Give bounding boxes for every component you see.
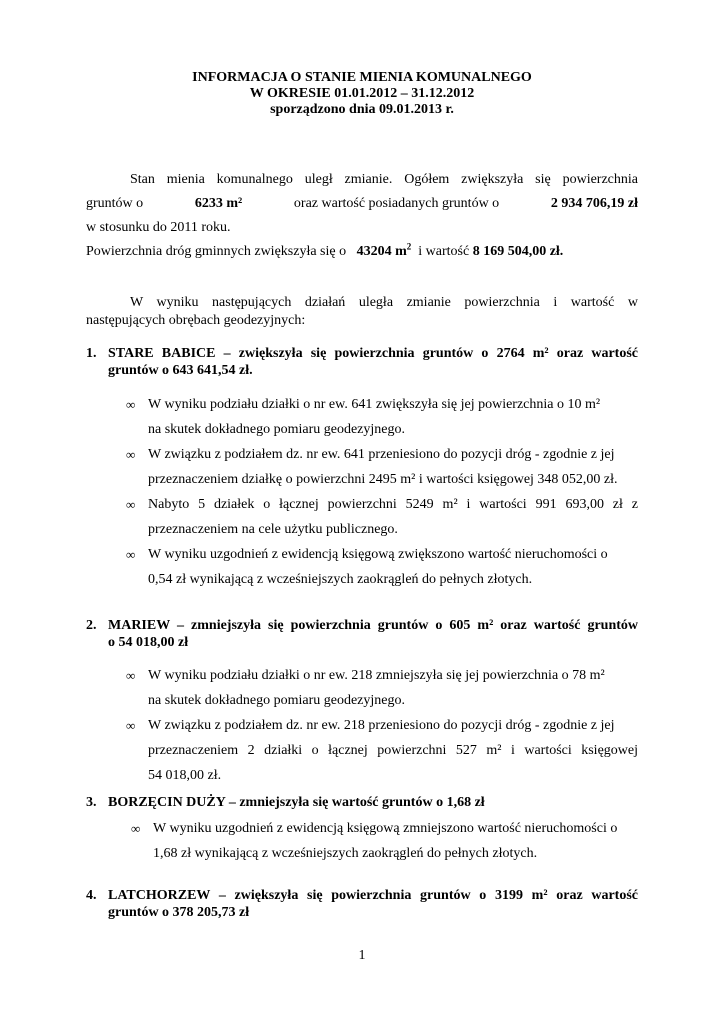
section-heading: MARIEW – zmniejszyła się powierzchnia gruntów o 605 m² oraz wartość gruntów <box>108 618 638 633</box>
doc-title-date: sporządzono dnia 09.01.2013 r. <box>270 102 454 117</box>
section-heading: LATCHORZEW – zwiększyła się powierzchnia gruntów o 3199 m² oraz wartość <box>108 888 638 903</box>
section-number: 2. <box>86 618 97 633</box>
list-item: na skutek dokładnego pomiaru geodezyjnego. <box>148 693 405 708</box>
intro-line-1: Stan mienia komunalnego uległ zmianie. Ogółem zwiększyła się powierzchnia <box>130 172 638 187</box>
intro-text: gruntów o <box>86 196 144 211</box>
infinity-bullet-icon: ∞ <box>126 547 136 562</box>
infinity-bullet-icon: ∞ <box>126 447 136 462</box>
section-heading: gruntów o 643 641,54 zł. <box>108 363 253 378</box>
section-heading: o 54 018,00 zł <box>108 635 189 650</box>
roads-area-value: 43204 m <box>356 244 407 259</box>
list-item: W wyniku podziału działki o nr ew. 641 zwiększyła się jej powierzchnia o 10 m² <box>148 397 601 412</box>
infinity-bullet-icon: ∞ <box>131 821 141 836</box>
list-item: W wyniku podziału działki o nr ew. 218 zmniejszyła się jej powierzchnia o 78 m² <box>148 668 605 683</box>
list-item: W związku z podziałem dz. nr ew. 218 przeniesiono do pozycji dróg - zgodnie z jej <box>148 718 615 733</box>
list-item: W wyniku uzgodnień z ewidencją księgową zwiększono wartość nieruchomości o <box>148 547 608 562</box>
infinity-bullet-icon: ∞ <box>126 397 136 412</box>
list-item: 0,54 zł wynikającą z wcześniejszych zaokrągleń do pełnych złotych. <box>148 572 533 587</box>
section-heading: gruntów o 378 205,73 zł <box>108 905 250 920</box>
section-heading: BORZĘCIN DUŻY – zmniejszyła się wartość gruntów o 1,68 zł <box>108 795 485 810</box>
section-number: 3. <box>86 795 97 810</box>
section-heading: STARE BABICE – zwiększyła się powierzchnia gruntów o 2764 m² oraz wartość <box>108 346 638 361</box>
list-item: na skutek dokładnego pomiaru geodezyjnego. <box>148 422 405 437</box>
list-item: 54 018,00 zł. <box>148 768 222 783</box>
lead-line-2: następujących obrębach geodezyjnych: <box>86 313 306 328</box>
intro-line-4 <box>86 243 563 261</box>
intro-text: oraz wartość posiadanych gruntów o <box>293 196 500 211</box>
section-number: 4. <box>86 888 97 903</box>
infinity-bullet-icon: ∞ <box>126 497 136 512</box>
list-item: W wyniku uzgodnień z ewidencją księgową zmniejszono wartość nieruchomości o <box>153 821 618 836</box>
intro-line-2 <box>86 195 638 213</box>
list-item: 1,68 zł wynikającą z wcześniejszych zaokrągleń do pełnych złotych. <box>153 846 538 861</box>
intro-area-value: 6233 m² <box>194 196 243 211</box>
infinity-bullet-icon: ∞ <box>126 668 136 683</box>
doc-title-line2: W OKRESIE 01.01.2012 – 31.12.2012 <box>249 86 475 101</box>
page-number: 1 <box>358 948 366 963</box>
list-item: W związku z podziałem dz. nr ew. 641 przeniesiono do pozycji dróg - zgodnie z jej <box>148 447 615 462</box>
list-item: przeznaczeniem 2 działki o łącznej powierzchni 527 m² i wartości księgowej <box>148 743 638 758</box>
intro-roads-text: Powierzchnia dróg gminnych zwiększyła się o <box>86 244 347 259</box>
doc-title-line1: INFORMACJA O STANIE MIENIA KOMUNALNEGO <box>192 70 532 85</box>
roads-value-amount: 8 169 504,00 zł. <box>472 244 564 259</box>
intro-roads-text: i wartość <box>418 244 470 259</box>
list-item: przeznaczeniem na cele użytku publicznego. <box>148 522 398 537</box>
intro-line-3: w stosunku do 2011 roku. <box>86 220 231 235</box>
section-number: 1. <box>86 346 97 361</box>
infinity-bullet-icon: ∞ <box>126 718 136 733</box>
roads-area-exponent: 2 <box>406 241 412 252</box>
intro-value-amount: 2 934 706,19 zł <box>550 196 638 211</box>
list-item: przeznaczeniem działkę o powierzchni 2495 m² i wartości księgowej 348 052,00 zł. <box>148 472 618 487</box>
lead-line-1: W wyniku następujących działań uległa zmianie powierzchnia i wartość w <box>130 295 638 310</box>
list-item: Nabyto 5 działek o łącznej powierzchni 5249 m² i wartości 991 693,00 zł z <box>148 497 638 512</box>
